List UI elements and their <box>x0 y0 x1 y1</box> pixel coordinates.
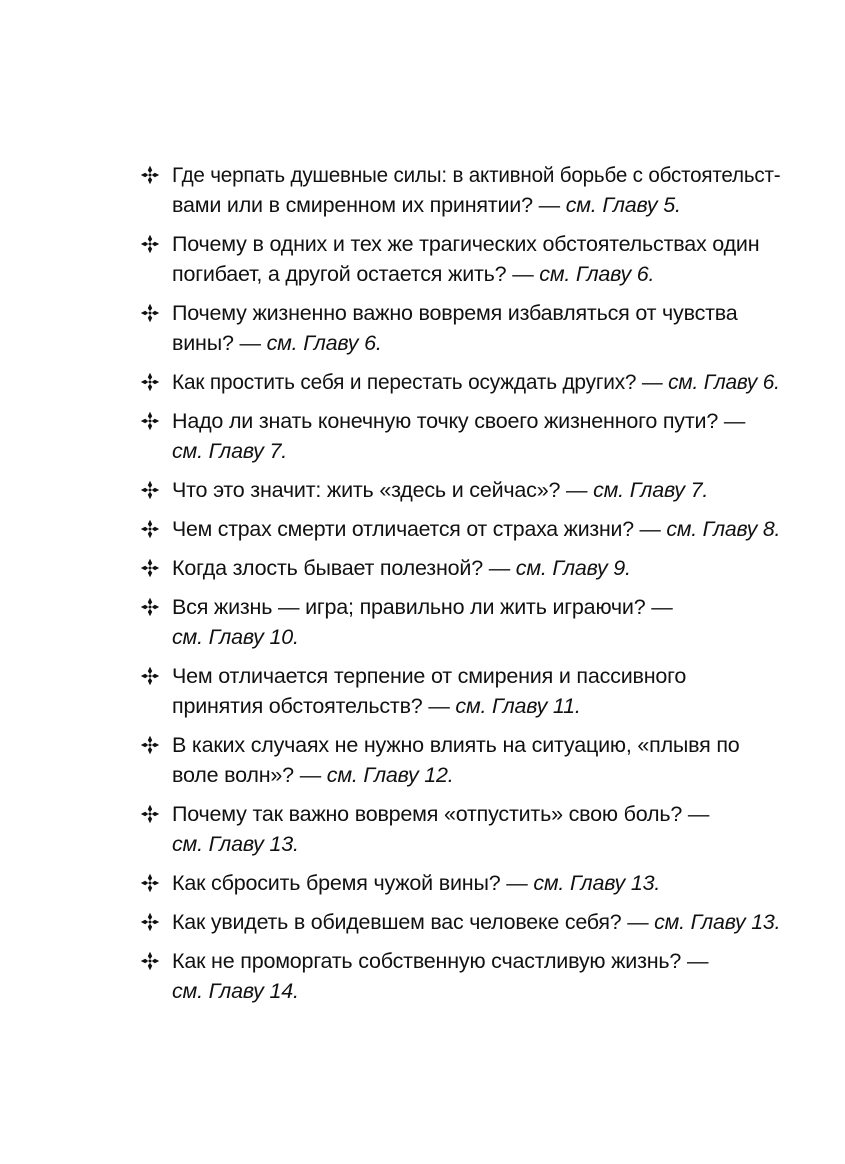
list-item <box>140 868 780 898</box>
chapter-reference: см. Главу 5. <box>565 193 681 217</box>
question-line <box>172 514 781 544</box>
diamond-bullet-icon <box>140 303 160 323</box>
question-list <box>140 160 780 1015</box>
diamond-bullet-icon <box>140 873 160 893</box>
chapter-reference: см. Главу 10. <box>172 625 299 649</box>
question-text: Как сбросить бремя чужой вины? — <box>172 871 534 895</box>
chapter-reference: см. Главу 6. <box>668 370 780 394</box>
question-text: воле волн»? — <box>172 763 327 787</box>
list-item <box>140 514 780 544</box>
chapter-reference: см. Главу 14. <box>172 979 299 1003</box>
list-item <box>140 229 780 289</box>
question-line <box>172 868 780 898</box>
chapter-reference: см. Главу 13. <box>172 832 299 856</box>
question-line <box>172 730 780 760</box>
list-item <box>140 730 780 790</box>
question-line <box>172 691 780 721</box>
question-text: Чем страх смерти отличается от страха жизни? — <box>172 517 667 541</box>
question-text: погибает, а другой остается жить? — <box>172 262 540 286</box>
question-line <box>172 976 780 1006</box>
diamond-bullet-icon <box>140 735 160 755</box>
list-item <box>140 406 780 466</box>
question-line <box>172 436 780 466</box>
question-text: Надо ли знать конечную точку своего жизненного пути? — <box>172 409 746 433</box>
list-item <box>140 553 780 583</box>
chapter-reference: см. Главу 8. <box>666 517 781 541</box>
chapter-reference: см. Главу 7. <box>172 439 288 463</box>
diamond-bullet-icon <box>140 480 160 500</box>
list-item <box>140 907 780 937</box>
diamond-bullet-icon <box>140 411 160 431</box>
question-text: В каких случаях не нужно влиять на ситуацию, «плывя по <box>172 733 740 757</box>
question-line <box>172 622 780 652</box>
question-line <box>172 946 780 976</box>
question-line <box>172 553 780 583</box>
chapter-reference: см. Главу 12. <box>326 763 454 787</box>
chapter-reference: см. Главу 13. <box>533 871 661 895</box>
diamond-bullet-icon <box>140 912 160 932</box>
question-text: Как простить себя и перестать осуждать других? — <box>172 370 669 394</box>
chapter-reference: см. Главу 13. <box>654 910 781 934</box>
question-text: Чем отличается терпение от смирения и пассивного <box>172 664 687 688</box>
question-text: Вся жизнь — игра; правильно ли жить играючи? — <box>172 595 673 619</box>
question-line <box>172 829 780 859</box>
diamond-bullet-icon <box>140 558 160 578</box>
question-text: принятия обстоятельств? — <box>172 694 456 718</box>
diamond-bullet-icon <box>140 597 160 617</box>
question-text: вины? — <box>172 331 267 355</box>
chapter-reference: см. Главу 6. <box>539 262 655 286</box>
question-line <box>172 907 781 937</box>
question-line <box>172 406 780 436</box>
diamond-bullet-icon <box>140 234 160 254</box>
list-item <box>140 160 780 220</box>
question-text: Почему в одних и тех же трагических обстоятельствах один <box>172 232 760 256</box>
list-item <box>140 475 780 505</box>
question-line <box>172 475 780 505</box>
diamond-bullet-icon <box>140 951 160 971</box>
list-item <box>140 298 780 358</box>
question-line <box>172 760 780 790</box>
diamond-bullet-icon <box>140 804 160 824</box>
list-item <box>140 592 780 652</box>
question-line <box>172 298 780 328</box>
question-text: Что это значит: жить «здесь и сейчас»? — <box>172 478 594 502</box>
question-line <box>172 160 781 190</box>
list-item <box>140 946 780 1006</box>
question-text: Где черпать душевные силы: в активной борьбе с обстоятельст- <box>172 163 781 187</box>
chapter-reference: см. Главу 9. <box>515 556 631 580</box>
diamond-bullet-icon <box>140 519 160 539</box>
question-line <box>172 328 780 358</box>
question-text: Как увидеть в обидевшем вас человеке себя? — <box>172 910 655 934</box>
question-line <box>172 661 780 691</box>
question-line <box>172 229 780 259</box>
question-text: Почему жизненно важно вовремя избавляться от чувства <box>172 301 738 325</box>
chapter-reference: см. Главу 6. <box>266 331 382 355</box>
question-line <box>172 799 780 829</box>
question-line <box>172 190 780 220</box>
diamond-bullet-icon <box>140 372 160 392</box>
diamond-bullet-icon <box>140 165 160 185</box>
question-text: вами или в смиренном их принятии? — <box>172 193 566 217</box>
chapter-reference: см. Главу 7. <box>593 478 709 502</box>
question-line <box>172 592 780 622</box>
question-text: Почему так важно вовремя «отпустить» свою боль? — <box>172 802 710 826</box>
question-text: Как не проморгать собственную счастливую жизнь? — <box>172 949 709 973</box>
question-text: Когда злость бывает полезной? — <box>172 556 516 580</box>
chapter-reference: см. Главу 11. <box>455 694 581 718</box>
question-line <box>172 259 780 289</box>
list-item <box>140 661 780 721</box>
diamond-bullet-icon <box>140 666 160 686</box>
list-item <box>140 799 780 859</box>
question-line <box>172 367 780 397</box>
list-item <box>140 367 780 397</box>
